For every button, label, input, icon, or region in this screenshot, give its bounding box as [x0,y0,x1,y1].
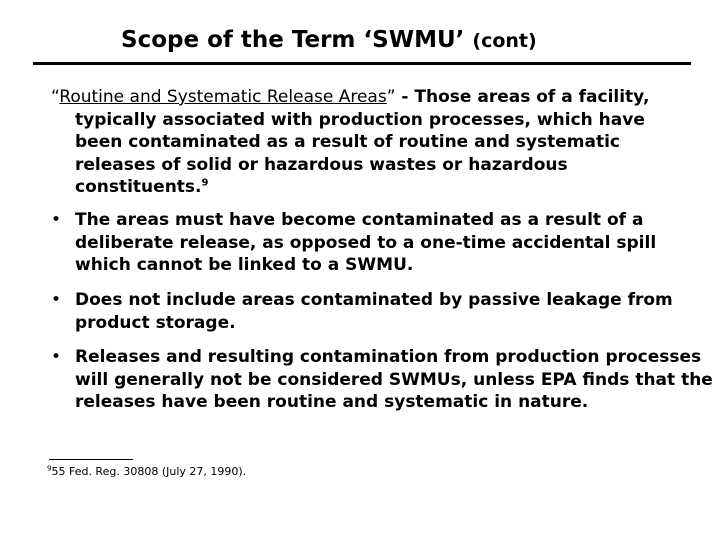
bullet-icon: • [51,347,62,367]
footnote-divider [49,459,133,460]
open-quote: “ [51,87,60,107]
footnote-text: 55 Fed. Reg. 30808 (July 27, 1990). [51,465,247,478]
title-main: Scope of the Term ‘SWMU’ [121,27,465,53]
close-quote: ” [386,87,396,107]
bullet-item [51,289,705,334]
footnote-marker: 9 [47,464,52,473]
bullet-item [51,346,715,414]
bullet-text: Releases and resulting contamination from production processes will generally not be considered SWMUs, unless EPA finds that the releases have been routine and systematic in nature. [75,347,713,412]
title-suffix: (cont) [472,30,537,52]
bullet-item [51,209,690,277]
bullet-text: The areas must have become contaminated as a result of a deliberate release, as opposed to a one-time accidental spill which cannot be linked to a SWMU. [75,210,657,275]
definition-paragraph [51,86,695,199]
bullet-text: Does not include areas contaminated by passive leakage from product storage. [75,290,673,333]
definition-body: - Those areas of a facility, typically associated with production processes, which have been contaminated as a result of routine and systematic releases of solid or hazardous wastes or hazardous constituents. [75,87,650,197]
bullet-icon: • [51,210,62,230]
term-text: Routine and Systematic Release Areas [59,87,387,107]
bullet-icon: • [51,290,62,310]
slide-title [121,22,537,59]
title-underline [33,62,691,65]
definition-term [51,87,396,107]
footnote [47,465,246,479]
footnote-reference: 9 [201,177,209,189]
